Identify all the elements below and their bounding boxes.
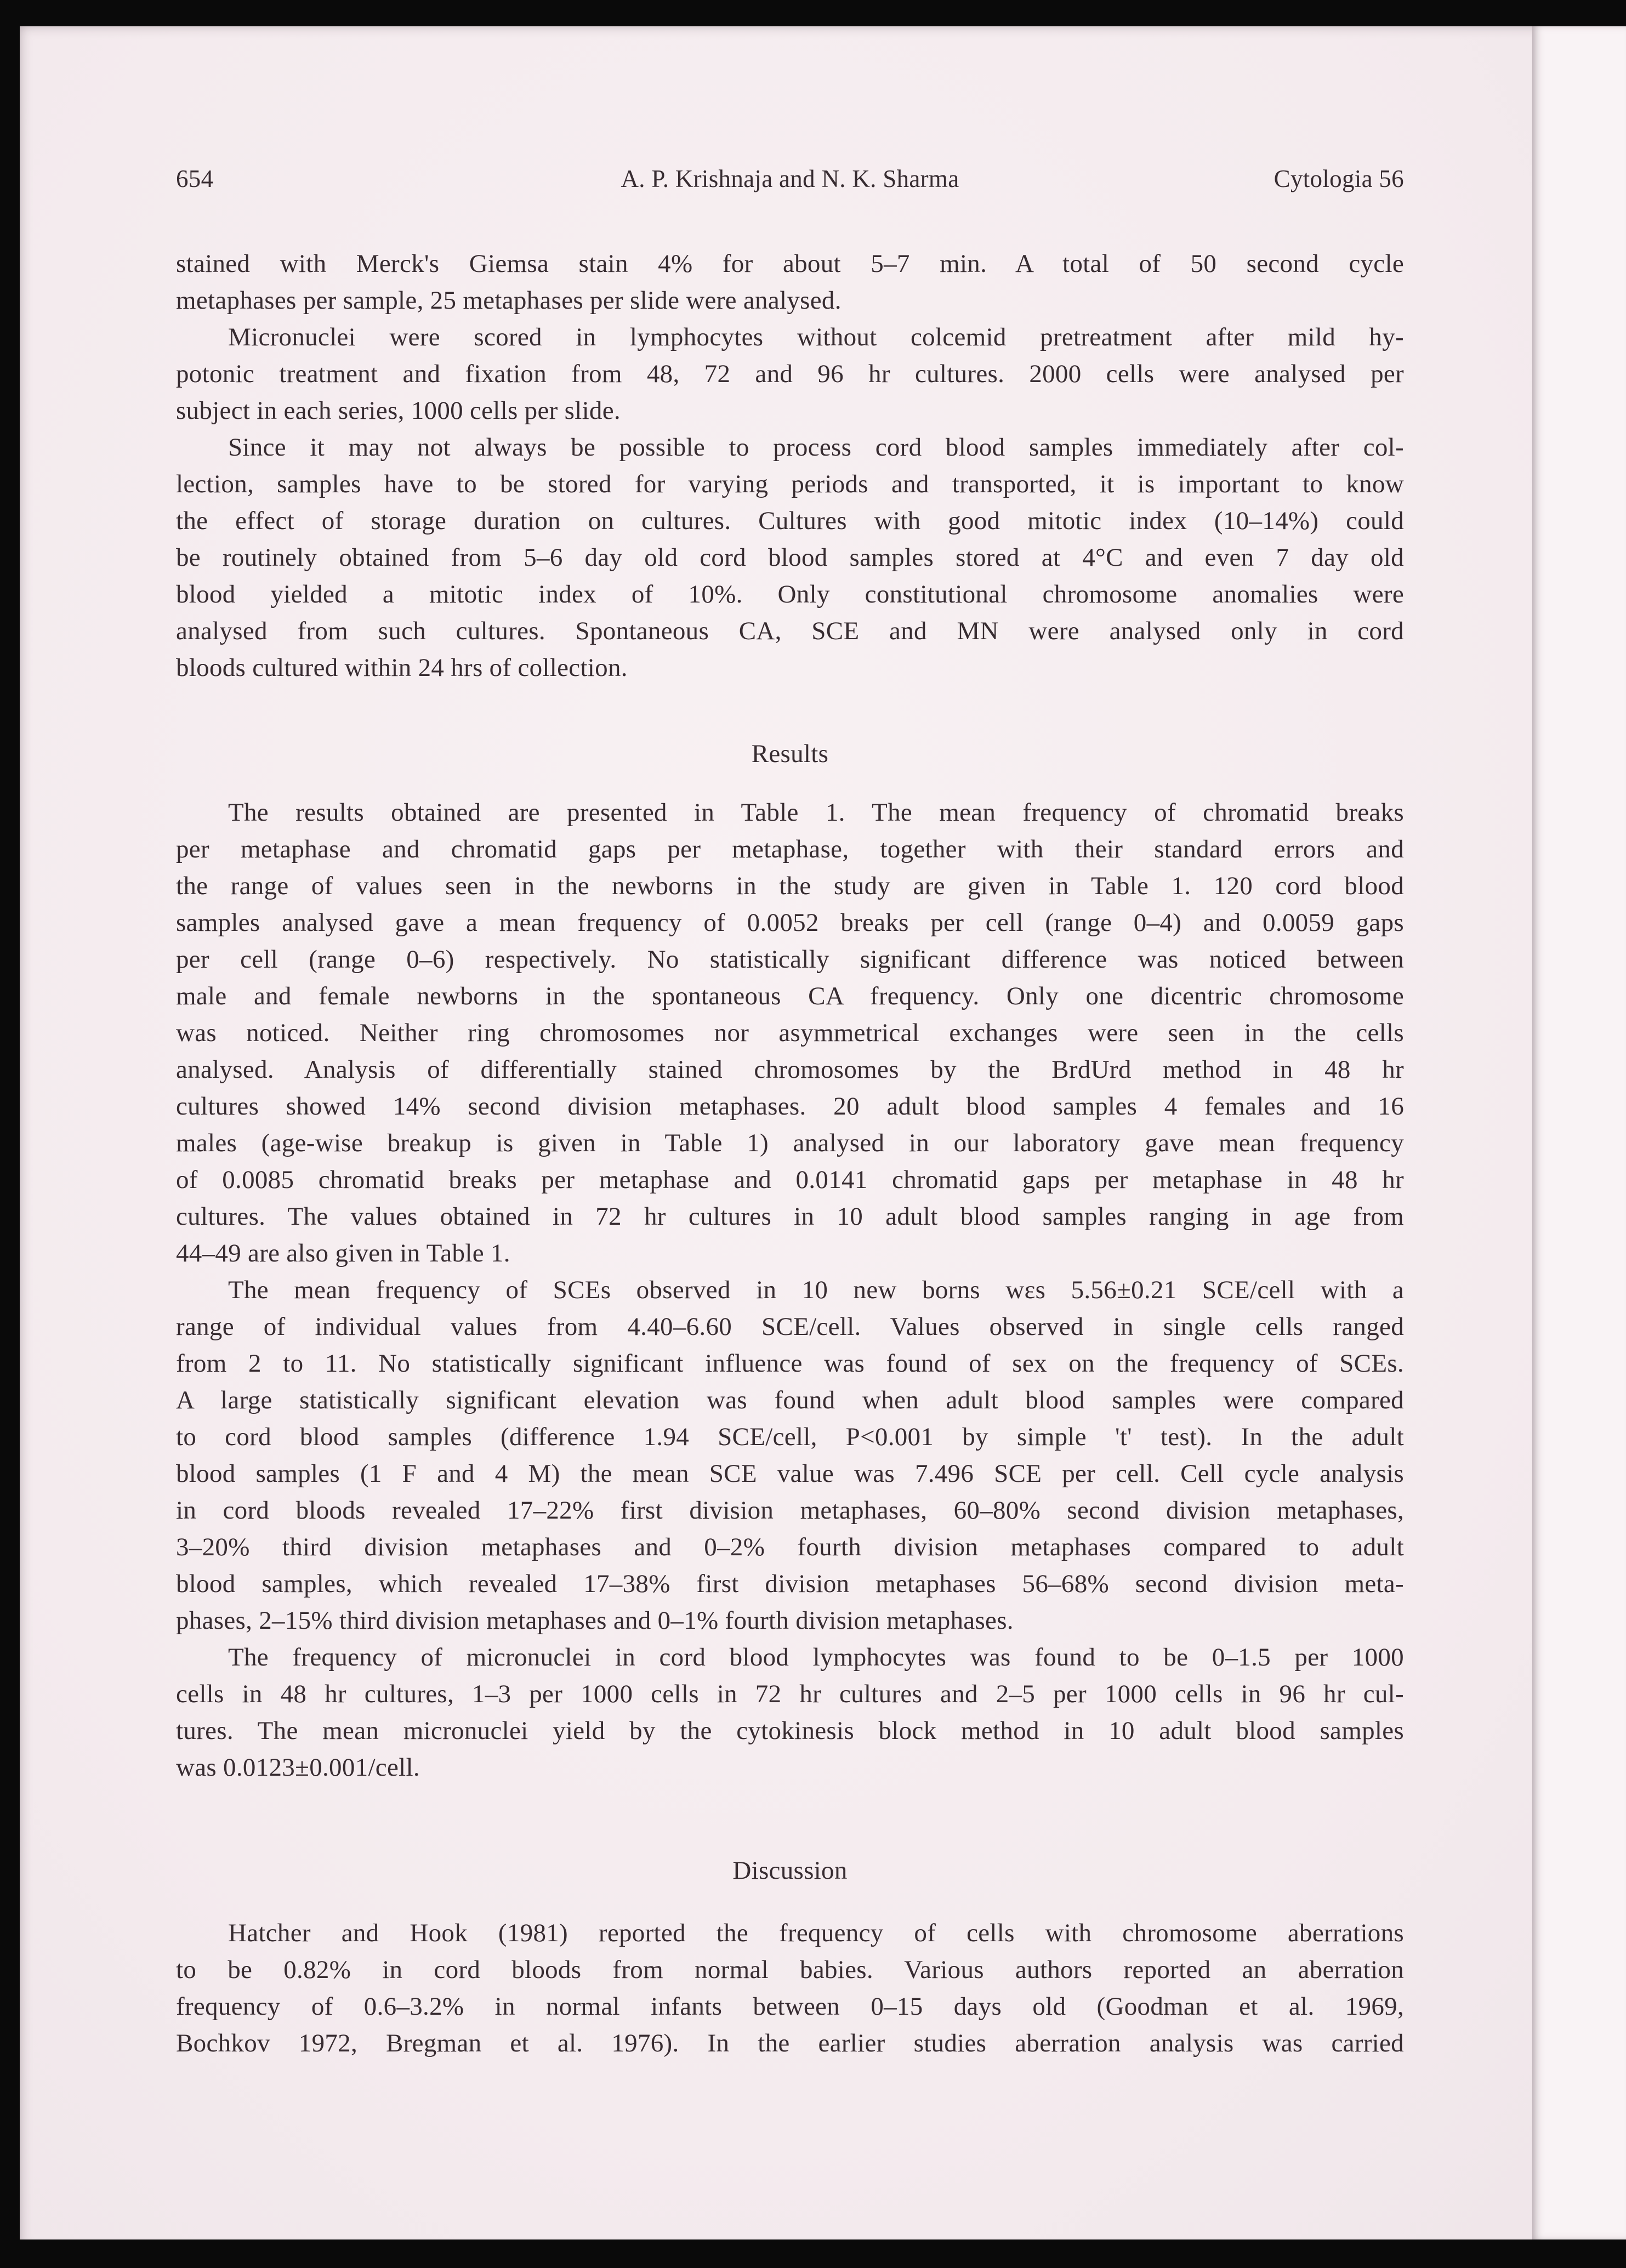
text-line: analysed. Analysis of differentially stained chromosomes by the BrdUrd method in 48 hr: [176, 1055, 1404, 1084]
running-head-authors: A. P. Krishnaja and N. K. Sharma: [621, 165, 959, 192]
text-line: cells in 48 hr cultures, 1–3 per 1000 cells in 72 hr cultures and 2–5 per 1000 cells in 96 hr cul-: [176, 1680, 1404, 1708]
text-line: phases, 2–15% third division metaphases and 0–1% fourth division metaphases.: [176, 1606, 1014, 1635]
text-line: of 0.0085 chromatid breaks per metaphase and 0.0141 chromatid gaps per metaphase in 48 hr: [176, 1166, 1404, 1194]
text-line: the effect of storage duration on cultures. Cultures with good mitotic index (10–14%) could: [176, 507, 1404, 535]
text-line: be routinely obtained from 5–6 day old cord blood samples stored at 4°C and even 7 day old: [176, 543, 1404, 572]
text-line: frequency of 0.6–3.2% in normal infants between 0–15 days old (Goodman et al. 1969,: [176, 1992, 1404, 2021]
paragraph: [176, 1639, 1404, 1786]
text-line: cultures. The values obtained in 72 hr cultures in 10 adult blood samples ranging in age from: [176, 1202, 1404, 1231]
text-line: The results obtained are presented in Table 1. The mean frequency of chromatid breaks: [228, 798, 1404, 827]
paragraph: [176, 1272, 1404, 1639]
text-line: The mean frequency of SCEs observed in 10 new borns wεs 5.56±0.21 SCE/cell with a: [228, 1276, 1404, 1304]
adjacent-page-edge: [1532, 26, 1626, 2239]
text-line: lection, samples have to be stored for varying periods and transported, it is important to know: [176, 470, 1404, 498]
text-line: Since it may not always be possible to process cord blood samples immediately after col-: [228, 433, 1404, 462]
text-line: per metaphase and chromatid gaps per metaphase, together with their standard errors and: [176, 835, 1404, 863]
text-line: analysed from such cultures. Spontaneous CA, SCE and MN were analysed only in cord: [176, 617, 1404, 645]
running-head: [176, 164, 1404, 197]
text-line: cultures showed 14% second division metaphases. 20 adult blood samples 4 females and 16: [176, 1092, 1404, 1121]
text-line: stained with Merck's Giemsa stain 4% for about 5–7 min. A total of 50 second cycle: [176, 249, 1404, 278]
text-line: range of individual values from 4.40–6.60 SCE/cell. Values observed in single cells ranged: [176, 1312, 1404, 1341]
page-content: [176, 164, 1404, 2062]
text-line: bloods cultured within 24 hrs of collection.: [176, 653, 628, 682]
text-line: per cell (range 0–6) respectively. No statistically significant difference was noticed between: [176, 945, 1404, 974]
text-line: to cord blood samples (difference 1.94 SCE/cell, P<0.001 by simple 't' test). In the adult: [176, 1423, 1404, 1451]
text-line: was 0.0123±0.001/cell.: [176, 1753, 420, 1782]
text-line: samples analysed gave a mean frequency of 0.0052 breaks per cell (range 0–4) and 0.0059 gaps: [176, 908, 1404, 937]
text-line: males (age-wise breakup is given in Table 1) analysed in our laboratory gave mean frequency: [176, 1129, 1404, 1157]
text-line: blood yielded a mitotic index of 10%. Only constitutional chromosome anomalies were: [176, 580, 1404, 609]
page-number: 654: [176, 165, 214, 192]
text-line: 3–20% third division metaphases and 0–2% fourth division metaphases compared to adult: [176, 1533, 1404, 1561]
text-line: male and female newborns in the spontaneous CA frequency. Only one dicentric chromosome: [176, 982, 1404, 1010]
text-line: potonic treatment and fixation from 48, 72 and 96 hr cultures. 2000 cells were analysed per: [176, 360, 1404, 388]
text-line: A large statistically significant elevation was found when adult blood samples were compared: [176, 1386, 1404, 1414]
running-head-journal: Cytologia 56: [1273, 165, 1404, 192]
paragraph: [176, 429, 1404, 686]
paragraph: [176, 794, 1404, 1272]
text-line: subject in each series, 1000 cells per slide.: [176, 396, 621, 425]
article-body: [176, 246, 1404, 2062]
text-line: metaphases per sample, 25 metaphases per slide were analysed.: [176, 286, 842, 315]
text-line: in cord bloods revealed 17–22% first division metaphases, 60–80% second division metaphases,: [176, 1496, 1404, 1525]
text-line: the range of values seen in the newborns in the study are given in Table 1. 120 cord blood: [176, 872, 1404, 900]
text-line: Hatcher and Hook (1981) reported the frequency of cells with chromosome aberrations: [228, 1919, 1404, 1947]
text-line: blood samples, which revealed 17–38% first division metaphases 56–68% second division meta-: [176, 1570, 1404, 1598]
section-heading-discussion: Discussion: [732, 1856, 848, 1885]
paragraph: [176, 246, 1404, 319]
text-line: was noticed. Neither ring chromosomes nor asymmetrical exchanges were seen in the cells: [176, 1019, 1404, 1047]
text-line: from 2 to 11. No statistically significant influence was found of sex on the frequency of SCEs.: [176, 1349, 1404, 1378]
text-line: Bochkov 1972, Bregman et al. 1976). In the earlier studies aberration analysis was carried: [176, 2029, 1404, 2057]
text-line: tures. The mean micronuclei yield by the cytokinesis block method in 10 adult blood samples: [176, 1716, 1404, 1745]
text-line: The frequency of micronuclei in cord blood lymphocytes was found to be 0–1.5 per 1000: [228, 1643, 1404, 1672]
text-line: Micronuclei were scored in lymphocytes without colcemid pretreatment after mild hy-: [228, 323, 1404, 351]
text-line: blood samples (1 F and 4 M) the mean SCE value was 7.496 SCE per cell. Cell cycle analysis: [176, 1459, 1404, 1488]
paragraph: [176, 1915, 1404, 2062]
section-heading-results: Results: [751, 740, 829, 768]
text-line: 44–49 are also given in Table 1.: [176, 1239, 510, 1267]
paragraph: [176, 319, 1404, 429]
text-line: to be 0.82% in cord bloods from normal babies. Various authors reported an aberration: [176, 1956, 1404, 1984]
page-scan: [20, 26, 1626, 2239]
